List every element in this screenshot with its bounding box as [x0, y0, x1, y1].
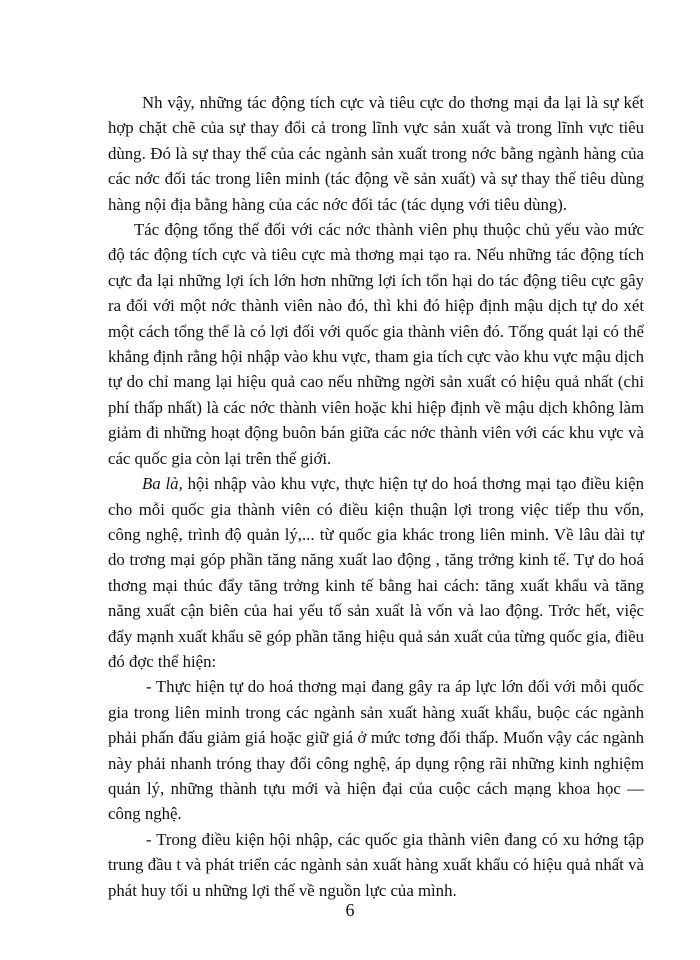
paragraph-2-text: Tác động tổng thể đối với các nớc thành viên phụ thuộc chủ yếu vào mức độ tác động tích cực và tiêu cực mà thơng mại tạo ra. Nếu những tác động tích cực đa lại những lợi ích lớn hơn những lợi ích tổn hại do tác động tiêu cực gây ra đối với một nớc thành viên nào đó, thì khi đó hiệp định mậu dịch tự do xét một cách tổng thể là có lợi đối với quốc gia thành viên đó. Tổng quát lại có thể khẳng định rằng hội nhập vào khu vực, tham gia tích cực vào khu vực mậu dịch tự do chỉ mang lại hiệu quả cao nếu những ngời sản xuất có hiệu quả nhất (chi phí thấp nhất) là các nớc thành viên hoặc khi hiệp định về mậu dịch không làm giảm đi những hoạt động buôn bán giữa các nớc thành viên với các khu vực và các quốc gia còn lại trên thế giới. [108, 220, 644, 468]
paragraph-2 [108, 217, 644, 471]
paragraph-1 [108, 90, 644, 217]
bullet-2-text: - Trong điều kiện hội nhập, các quốc gia thành viên đang có xu hớng tập trung đầu t và phát triển các ngành sản xuất hàng xuất khẩu có hiệu quả nhất và phát huy tối u những lợi thế về nguồn lực của mình. [108, 829, 644, 900]
paragraph-3 [108, 471, 644, 674]
body-text [108, 90, 644, 903]
bullet-1-text: - Thực hiện tự do hoá thơng mại đang gây ra áp lực lớn đối với mỗi quốc gia trong liên minh trong các ngành sản xuất hàng xuất khẩu, buộc các ngành phải phấn đấu giảm giá hoặc giữ giá ở mức tơng đối thấp. Muốn vậy các ngành này phải nhanh tróng thay đổi công nghệ, áp dụng rộng rãi những kinh nghiệm quản lý, những thành tựu mới và hiện đại của cuộc cách mạng khoa học — công nghệ. [108, 677, 644, 824]
bullet-2 [108, 827, 644, 903]
paragraph-1-text: Nh vậy, những tác động tích cực và tiêu cực do thơng mại đa lại là sự kết hợp chặt chẽ của sự thay đổi cả trong lĩnh vực sản xuất và trong lĩnh vực tiêu dùng. Đó là sự thay thế của các ngành sản xuất trong nớc bằng ngành hàng của các nớc đối tác trong liên minh (tác động về sản xuất) và sự thay thế tiêu dùng hàng nội địa bằng hàng của các nớc đối tác (tác dụng với tiêu dùng). [108, 93, 644, 214]
paragraph-3-lead: Ba là, [142, 474, 183, 494]
paragraph-3-text: hội nhập vào khu vực, thực hiện tự do hoá thơng mại tạo điều kiện cho mỗi quốc gia thành viên có điều kiện thuận lợi trong việc tiếp thu vốn, công nghệ, trình độ quản lý,... từ quốc gia khác trong liên minh. Về lâu dài tự do trơng mại góp phần tăng năng xuất lao động , tăng trởng kinh tế. Tự do hoá thơng mại thúc đẩy tăng trởng kinh tế bằng hai cách: tăng xuất khẩu và tăng năng xuất cận biên của hai yếu tố sản xuất là vốn và lao động. Trớc hết, việc đẩy mạnh xuất khẩu sẽ góp phần tăng hiệu quả sản xuất của từng quốc gia, điều đó đợc thể hiện: [108, 474, 644, 671]
page-number: 6 [345, 900, 355, 920]
bullet-1 [108, 674, 644, 826]
